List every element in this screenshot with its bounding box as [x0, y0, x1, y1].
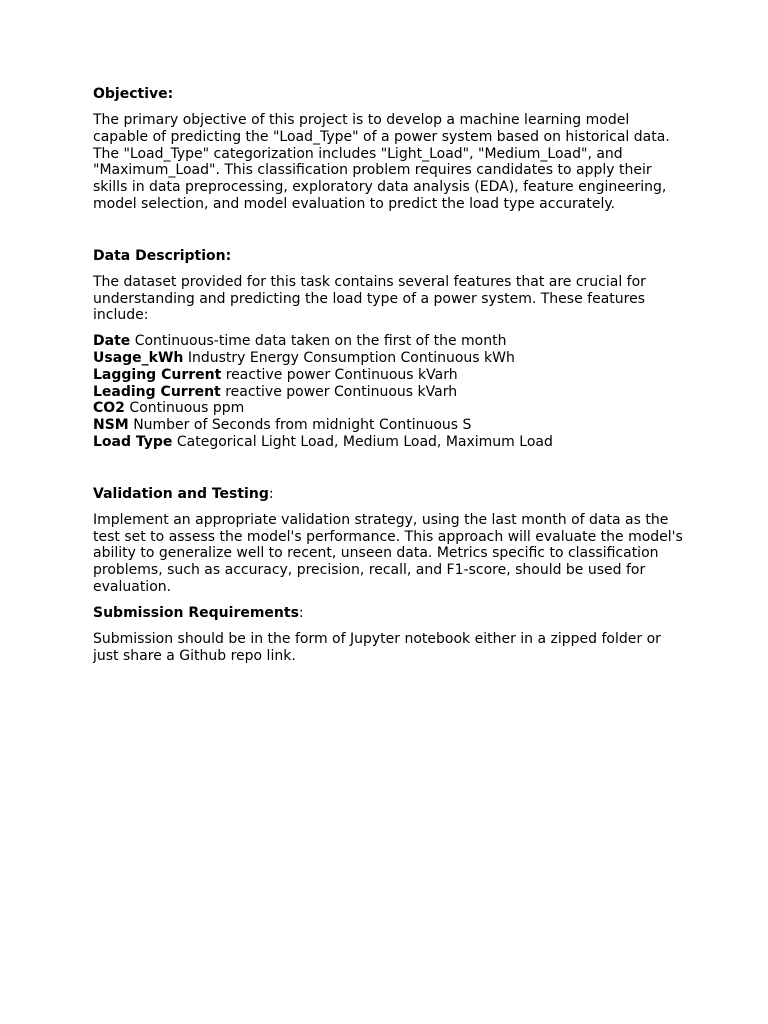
feature-description: Industry Energy Consumption Continuous kWh: [187, 349, 515, 366]
submission-paragraph: Submission should be in the form of Jupyter notebook either in a zipped folder or just share a Github repo link.: [93, 630, 661, 664]
feature-item: [93, 350, 683, 367]
feature-name: Load Type: [93, 433, 173, 450]
feature-description: reactive power Continuous kVarh: [225, 383, 458, 400]
data-description-heading: Data Description:: [93, 247, 232, 264]
document-body: [93, 86, 683, 664]
feature-description: Categorical Light Load, Medium Load, Maximum Load: [176, 433, 553, 450]
submission-heading-text: Submission Requirements: [93, 604, 299, 621]
feature-item: [93, 367, 683, 384]
feature-name: CO2: [93, 400, 125, 417]
feature-description: Continuous ppm: [129, 400, 245, 417]
feature-description: Continuous-time data taken on the first of the month: [134, 333, 507, 350]
feature-name: Usage_kWh: [93, 349, 184, 366]
objective-heading: Objective:: [93, 86, 174, 102]
feature-name: Date: [93, 333, 131, 350]
feature-list: [93, 333, 683, 451]
validation-heading-colon: :: [268, 485, 274, 502]
feature-name: NSM: [93, 417, 129, 434]
feature-name: Leading Current: [93, 383, 221, 400]
feature-item: [93, 417, 683, 434]
data-description-paragraph: The dataset provided for this task contains several features that are crucial for understanding and predicting the load type of a power system. These features include:: [93, 273, 646, 324]
validation-heading: [93, 486, 683, 503]
validation-heading-text: Validation and Testing: [93, 485, 269, 502]
submission-heading: [93, 605, 683, 622]
validation-paragraph: Implement an appropriate validation strategy, using the last month of data as the test set to assess the model's performance. This approach will evaluate the model's ability to generalize well to recent, unseen data. Metrics specific to classification problems, such as accuracy, precision, recall, and F1-score, should be used for evaluation.: [93, 511, 683, 595]
feature-description: Number of Seconds from midnight Continuous S: [133, 417, 472, 434]
feature-name: Lagging Current: [93, 366, 222, 383]
feature-description: reactive power Continuous kVarh: [225, 366, 458, 383]
feature-item: [93, 333, 683, 350]
feature-item: [93, 400, 683, 417]
submission-heading-colon: :: [298, 604, 304, 621]
feature-item: [93, 384, 683, 401]
feature-item: [93, 434, 683, 451]
objective-paragraph: The primary objective of this project is to develop a machine learning model capable of predicting the "Load_Type" of a power system based on historical data. The "Load_Type" categorization includes "Light_Load", "Medium_Load", and "Maximum_Load". This classification problem requires candidates to apply their skills in data preprocessing, exploratory data analysis (EDA), feature engineering, model selection, and model evaluation to predict the load type accurately.: [93, 112, 670, 212]
